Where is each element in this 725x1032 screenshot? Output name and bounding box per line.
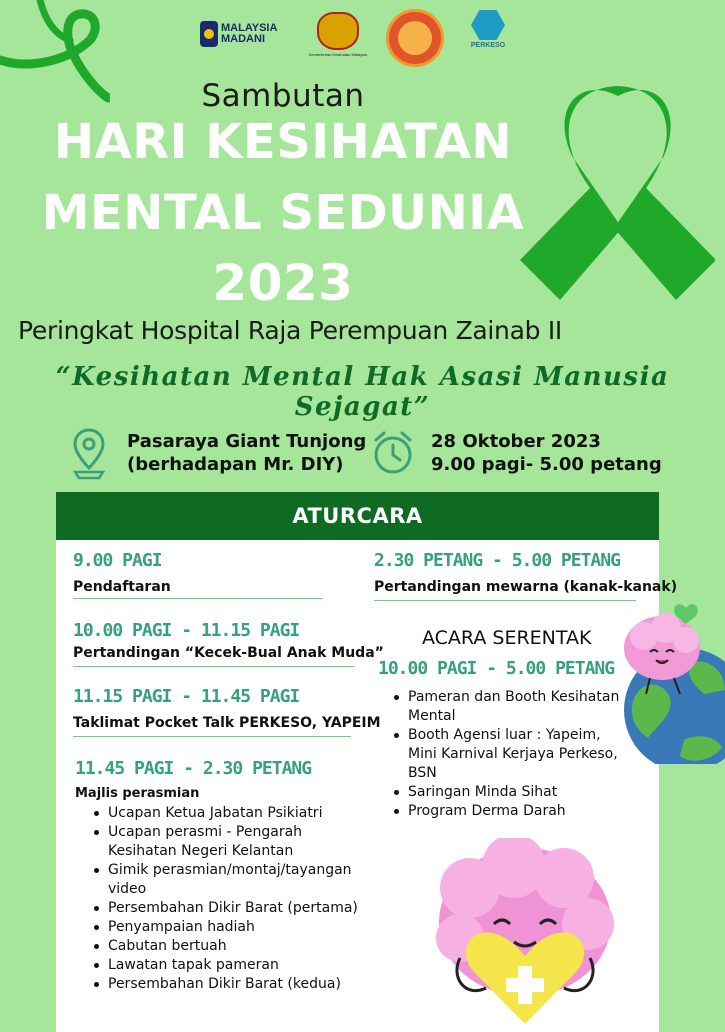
hospital-seal-icon (398, 21, 432, 55)
divider (73, 666, 355, 667)
divider (73, 598, 323, 599)
slot-time: 11.45 PAGI - 2.30 PETANG (75, 758, 312, 779)
divider (73, 736, 351, 737)
list-item: Persembahan Dikir Barat (pertama) (92, 899, 372, 918)
list-item: Saringan Minda Sihat (392, 783, 622, 802)
header-kicker: Sambutan (201, 78, 365, 114)
perkeso-hex-icon (471, 10, 505, 40)
alarm-clock-icon (372, 430, 414, 476)
coat-of-arms-icon (317, 12, 359, 50)
madani-logo-line2: MADANI (221, 33, 265, 45)
venue (127, 430, 366, 476)
kkm-logo-caption: Kementerian Kesihatan Malaysia (308, 52, 368, 57)
hospital-logo (386, 9, 444, 67)
venue-line-2: (berhadapan Mr. DIY) (127, 454, 344, 475)
opening-ceremony-list (92, 804, 372, 994)
slot-time: 10.00 PAGI - 11.15 PAGI (73, 620, 300, 641)
list-item: Persembahan Dikir Barat (kedua) (92, 975, 372, 994)
location-pin-icon (72, 428, 106, 480)
slot-title: Taklimat Pocket Talk PERKESO, YAPEIM (73, 715, 381, 731)
list-item: Ucapan Ketua Jabatan Psikiatri (92, 804, 372, 823)
slot-title: Pertandingan “Kecek-Bual Anak Muda” (73, 645, 384, 661)
list-item: Booth Agensi luar : Yapeim, Mini Karnival Kerjaya Perkeso, BSN (392, 726, 622, 783)
title-year: 2023 (212, 254, 354, 312)
slot-time: 9.00 PAGI (73, 550, 162, 571)
slot-title: Pendaftaran (73, 579, 171, 595)
list-item: Pameran dan Booth Kesihatan Mental (392, 688, 622, 726)
title-line-1: HARI KESIHATAN (53, 114, 513, 170)
event-theme: “Kesihatan Mental Hak Asasi Manusia Sejagat” (55, 362, 670, 422)
title-line-2: MENTAL SEDUNIA (41, 185, 525, 241)
madani-mark-icon (200, 21, 218, 47)
brain-heart-illustration (430, 838, 620, 1024)
venue-line-1: Pasaraya Giant Tunjong (127, 431, 367, 452)
event-level: Peringkat Hospital Raja Perempuan Zainab II (18, 316, 562, 345)
event-date: 28 Oktober 2023 (431, 431, 601, 452)
perkeso-logo-caption: PERKESO (470, 42, 506, 49)
list-item: Program Derma Darah (392, 802, 622, 821)
malaysia-madani-logo (200, 18, 286, 50)
madani-logo-line1: MALAYSIA (221, 22, 278, 34)
slot-time: 10.00 PAGI - 5.00 PETANG (378, 658, 615, 679)
event-time: 9.00 pagi- 5.00 petang (431, 454, 662, 475)
list-item: Lawatan tapak pameran (92, 956, 372, 975)
slot-time: 11.15 PAGI - 11.45 PAGI (73, 686, 300, 707)
parallel-events-list (392, 688, 622, 821)
programme-heading: ATURCARA (56, 492, 659, 540)
date-time (431, 430, 662, 476)
slot-title: Pertandingan mewarna (kanak-kanak) (374, 579, 678, 595)
list-item: Ucapan perasmi - Pengarah Kesihatan Negeri Kelantan (92, 823, 372, 861)
divider (374, 600, 636, 601)
list-item: Gimik perasmian/montaj/tayangan video (92, 861, 372, 899)
list-item: Cabutan bertuah (92, 937, 372, 956)
slot-time: 2.30 PETANG - 5.00 PETANG (374, 550, 620, 571)
brain-earth-illustration (614, 598, 725, 764)
parallel-events-heading: ACARA SERENTAK (422, 627, 592, 649)
perkeso-logo (468, 10, 508, 54)
slot-title: Majlis perasmian (75, 786, 200, 801)
list-item: Penyampaian hadiah (92, 918, 372, 937)
kkm-logo (308, 12, 368, 60)
